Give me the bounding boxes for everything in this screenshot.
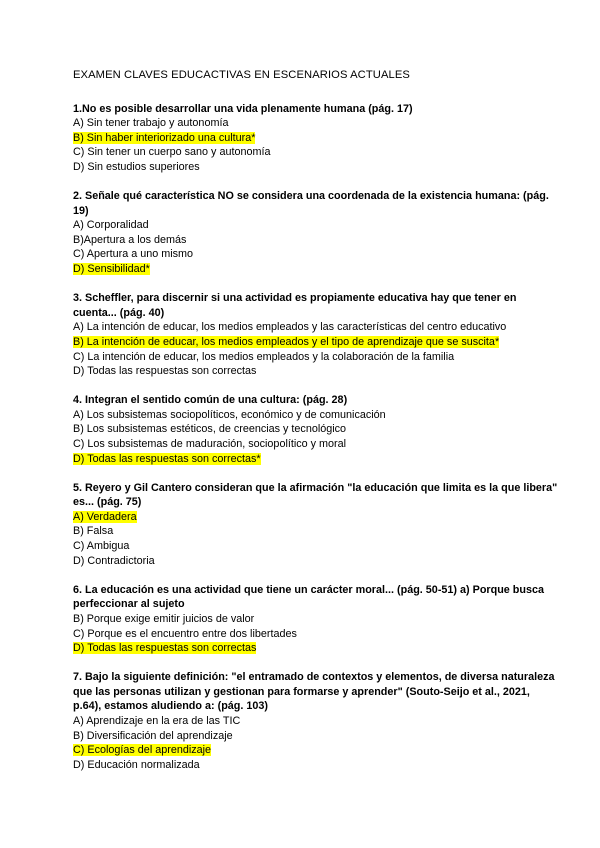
answer-highlight: A) Verdadera	[73, 510, 137, 523]
option-b: B)Apertura a los demás	[73, 233, 187, 246]
option-b: B) Diversificación del aprendizaje	[73, 729, 233, 742]
question-7	[73, 670, 560, 772]
option-d: D) Todas las respuestas son correctas	[73, 365, 257, 378]
option-b: B) Porque exige emitir juicios de valor	[73, 612, 255, 625]
question-text: 7. Bajo la siguiente definición: "el entramado de contextos y elementos, de diversa naturaleza que las personas utilizan y gestionan para formarse y aprender" (Souto-Seijo et al., 2021, p.64), estamos aludiendo a: (pág. 103)	[73, 671, 555, 713]
option-c	[73, 743, 560, 758]
answer-highlight: D) Todas las respuestas son correctas	[73, 642, 257, 655]
question-text: 6. La educación es una actividad que tiene un carácter moral... (pág. 50-51) a) Porque busca perfeccionar al sujeto	[73, 583, 545, 611]
answer-highlight: C) Ecologías del aprendizaje	[73, 744, 212, 757]
question-5	[73, 481, 560, 569]
question-text: 4. Integran el sentido común de una cultura: (pág. 28)	[73, 394, 348, 407]
option-a: A) Corporalidad	[73, 219, 149, 232]
answer-highlight: B) La intención de educar, los medios empleados y el tipo de aprendizaje que se suscita*	[73, 335, 500, 348]
option-a: A) Aprendizaje en la era de las TIC	[73, 714, 241, 727]
option-d: D) Sin estudios superiores	[73, 160, 200, 173]
option-d: D) Contradictoria	[73, 554, 155, 567]
option-a: A) Sin tener trabajo y autonomía	[73, 117, 229, 130]
option-c: C) Ambigua	[73, 540, 130, 553]
question-4	[73, 393, 560, 466]
answer-highlight: D) Todas las respuestas son correctas*	[73, 452, 261, 465]
option-d	[73, 452, 560, 467]
option-a	[73, 510, 560, 525]
question-3	[73, 291, 560, 379]
option-a: A) La intención de educar, los medios empleados y las características del centro educativo	[73, 321, 507, 334]
option-b: B) Falsa	[73, 525, 114, 538]
question-text: 5. Reyero y Gil Cantero consideran que la afirmación "la educación que limita es la que libera" es... (pág. 75)	[73, 481, 558, 509]
option-d	[73, 641, 560, 656]
question-text: 1.No es posible desarrollar una vida plenamente humana (pág. 17)	[73, 102, 413, 115]
question-6	[73, 583, 560, 656]
option-c: C) Porque es el encuentro entre dos libertades	[73, 627, 297, 640]
answer-highlight: D) Sensibilidad*	[73, 263, 150, 276]
option-b	[73, 335, 560, 350]
option-d	[73, 262, 560, 277]
option-b	[73, 131, 560, 146]
question-1	[73, 102, 560, 175]
option-c: C) Los subsistemas de maduración, sociopolítico y moral	[73, 437, 347, 450]
option-c: C) Sin tener un cuerpo sano y autonomía	[73, 146, 271, 159]
option-a: A) Los subsistemas sociopolíticos, económico y de comunicación	[73, 408, 386, 421]
option-c: C) La intención de educar, los medios empleados y la colaboración de la familia	[73, 350, 455, 363]
question-text: 2. Señale qué característica NO se considera una coordenada de la existencia humana: (pág. 19)	[73, 190, 549, 217]
option-c: C) Apertura a uno mismo	[73, 248, 194, 261]
option-b: B) Los subsistemas estéticos, de creencias y tecnológico	[73, 423, 347, 436]
question-text: 3. Scheffler, para discernir si una actividad es propiamente educativa hay que tener en cuenta... (pág. 40)	[73, 292, 517, 319]
question-2	[73, 189, 560, 277]
answer-highlight: B) Sin haber interiorizado una cultura*	[73, 131, 256, 144]
option-d: D) Educación normalizada	[73, 758, 200, 771]
document-title: EXAMEN CLAVES EDUCACTIVAS EN ESCENARIOS ACTUALES	[73, 69, 410, 81]
